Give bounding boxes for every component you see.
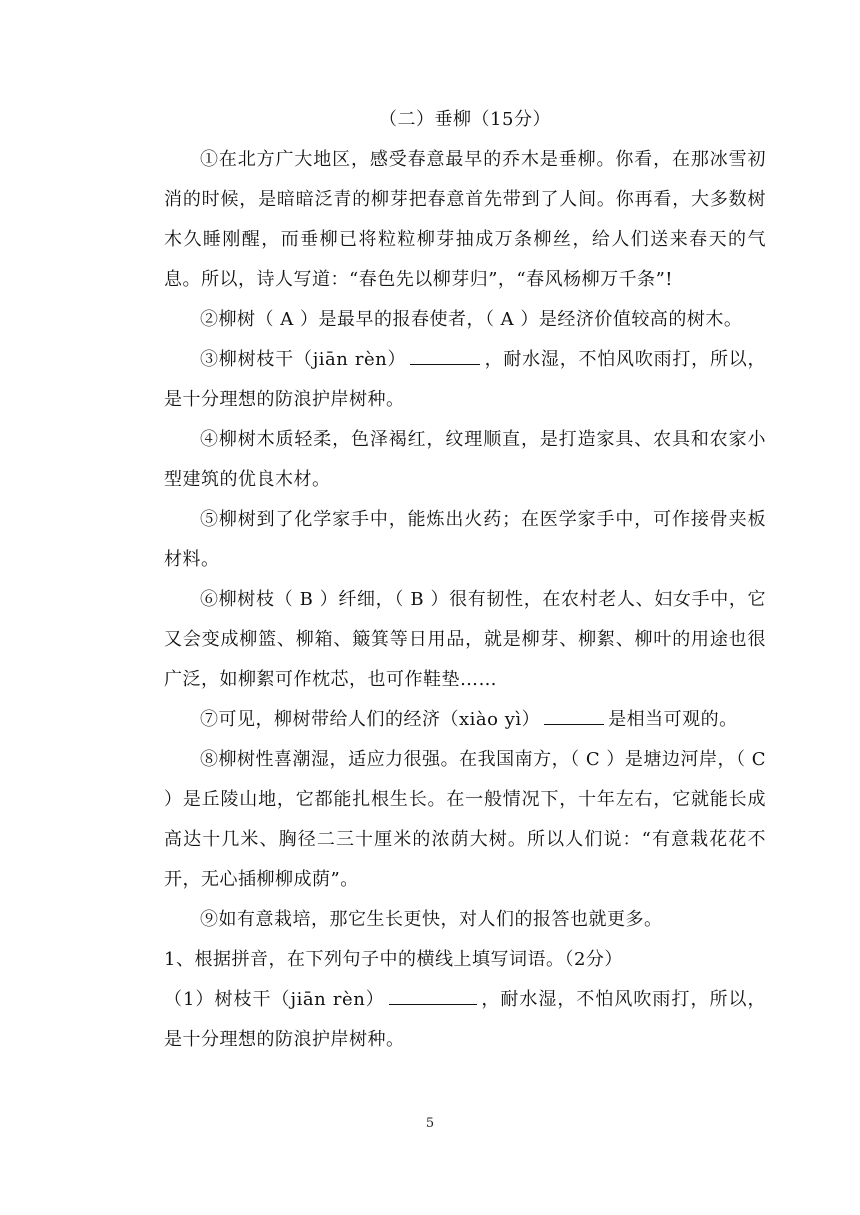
page-number: 5 — [425, 1116, 435, 1131]
question-1-item-1-before-blank: （1）树枝干（jiān rèn） — [164, 989, 385, 1010]
question-1-item-1 — [164, 980, 766, 1060]
answer-blank-jianren[interactable] — [389, 982, 477, 1005]
section-title: （二）垂柳（15分） — [379, 109, 551, 130]
paragraph-7-before-blank: ⑦可见，柳树带给人们的经济（xiào yì） — [200, 709, 541, 730]
paragraph-1: ①在北方广大地区，感受春意最早的乔木是垂柳。你看，在那冰雪初消的时候，是暗暗泛青的柳芽把春意首先带到了人间。你再看，大多数树木久睡刚醒，而垂柳已将粒粒柳芽抽成万条柳丝，给人们送来春天的气息。所以，诗人写道：“春色先以柳芽归”，“春风杨柳万千条”! — [164, 149, 766, 290]
paragraph-3-before-blank: ③柳树枝干（jiān rèn） — [200, 349, 407, 370]
question-1: 1、根据拼音，在下列句子中的横线上填写词语。（2分） — [164, 949, 623, 970]
document-body — [164, 100, 766, 1060]
paragraph-7 — [164, 700, 766, 740]
paragraph-9: ⑨如有意栽培，那它生长更快，对人们的报答也就更多。 — [200, 909, 663, 930]
paragraph-4: ④柳树木质轻柔，色泽褐红，纹理顺直，是打造家具、农具和农家小型建筑的优良木材。 — [164, 429, 766, 490]
question-1-item-1-after-blank: ，耐水湿，不怕风吹雨打，所以，是十分理想的防浪护岸树种。 — [164, 989, 766, 1050]
paragraph-2: ②柳树（ A ）是最早的报春使者，（ A ）是经济价值较高的树木。 — [200, 309, 743, 330]
paragraph-6: ⑥柳树枝（ B ）纤细，（ B ）很有韧性，在农村老人、妇女手中，它又会变成柳篮、柳箱、簸箕等日用品，就是柳芽、柳絮、柳叶的用途也很广泛，如柳絮可作枕芯，也可作鞋垫…… — [164, 589, 766, 690]
paragraph-3 — [164, 340, 766, 420]
paragraph-7-after-blank: 是相当可观的。 — [608, 709, 738, 730]
paragraph-8: ⑧柳树性喜潮湿，适应力很强。在我国南方，（ C ）是塘边河岸，（ C ）是丘陵山地，它都能扎根生长。在一般情况下，十年左右，它就能长成高达十几米、胸径二三十厘米的浓荫大树。所以人们说：“有意栽花花不开，无心插柳柳成荫”。 — [164, 749, 766, 890]
fill-blank-xiaoyi[interactable] — [544, 702, 604, 725]
paragraph-3-after-blank: ，耐水湿，不怕风吹雨打，所以，是十分理想的防浪护岸树种。 — [164, 349, 767, 410]
paragraph-5: ⑤柳树到了化学家手中，能炼出火药；在医学家手中，可作接骨夹板材料。 — [164, 509, 766, 570]
fill-blank-jianren[interactable] — [410, 342, 480, 365]
